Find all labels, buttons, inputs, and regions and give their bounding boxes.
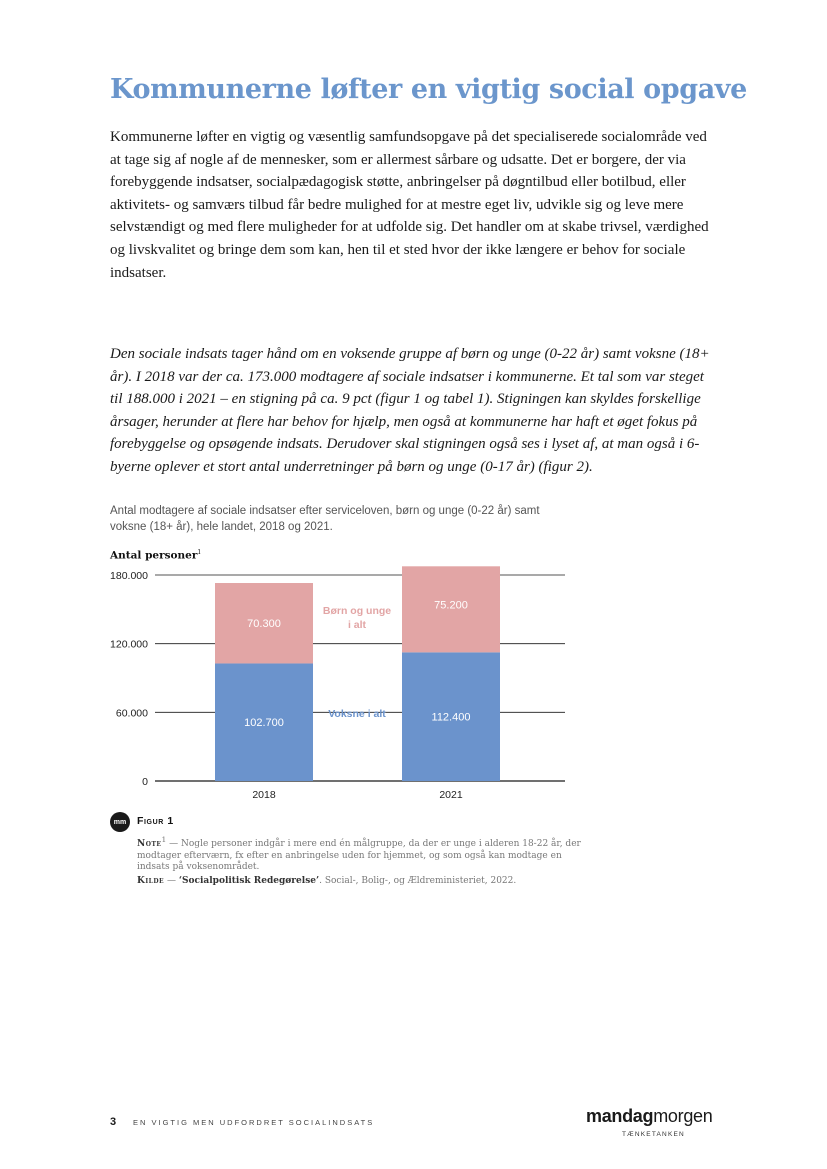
running-title: EN VIGTIG MEN UDFORDRET SOCIALINDSATS: [133, 1118, 375, 1127]
y-tick-label: 120.000: [110, 638, 148, 651]
figure-source: Kilde — ‘Socialpolitisk Redegørelse’. Social-, Bolig-, og Ældreministeriet, 2022.: [137, 876, 517, 886]
lead-paragraph: Den sociale indsats tager hånd om en voksende gruppe af børn og unge (0-22 år) samt voksne (18+ år). I 2018 var der ca. 173.000 modtagere af sociale indsatser i kommunerne. Et tal som var steget til 188.000 i 2021 – en stigning på ca. 9 pct (figur 1 og tabel 1). Stigningen kan skyldes forskellige årsager, herunder at flere har behov for hjælp, men også at kommunerne har haft et øget fokus på forebyggelse og opsøgende indsats. Derudover skal stigningen også ses i lyset af, at man også i 6-byerne oplever et stort antal underretninger på børn og unge (0-17 år) (figur 2).: [110, 346, 710, 475]
figure-caption: Antal modtagere af sociale indsatser efter serviceloven, børn og unge (0-22 år) samt voksne (18+ år), hele landet, 2018 og 2021.: [110, 505, 540, 533]
page-title: Kommunerne løfter en vigtig social opgave: [110, 74, 747, 105]
note-sup: 1: [161, 835, 167, 844]
intro-paragraph: Kommunerne løfter en vigtig og væsentlig samfundsopgave på det specialiserede socialområde ved at tage sig af nogle af de mennesker, som er allermest sårbare og udsatte. Det er borgere, der via forebyggende indsatser, socialpædagogisk støtte, anbringelser på døgntilbud eller botilbud, eller aktivitets- og samværs tilbud får bedre mulighed for at mestre eget liv, udvikle sig og leve mere selvstændigt og med flere muligheder for at udfolde sig. Det handler om at skabe trivsel, værdighed og livskvalitet og bringe dem som kan, hen til et sted hvor der ikke længere er behov for sociale indsatser.: [110, 129, 709, 281]
mandag-morgen-logo: mandagmorgen: [586, 1106, 713, 1126]
logo-subtitle: TÆNKETANKEN: [622, 1131, 685, 1138]
bar-value-label: 70.300: [247, 618, 281, 631]
figure-label: Figur 1: [137, 815, 174, 827]
bar-value-label: 75.200: [434, 599, 468, 612]
bar-value-label: 112.400: [431, 711, 471, 724]
mandag-morgen-badge-icon: mm: [110, 812, 130, 832]
series-label-adults: Voksne i alt: [328, 708, 386, 720]
bar-value-label: 102.700: [244, 717, 284, 730]
series-label-children-line2: i alt: [347, 619, 367, 631]
y-tick-label: 60.000: [115, 707, 148, 720]
x-tick-label: 2018: [252, 789, 276, 801]
note-key: Note: [137, 839, 162, 849]
source-title: ‘Socialpolitisk Redegørelse’: [178, 876, 320, 886]
figure-note: [137, 834, 597, 874]
source-key: Kilde: [137, 876, 165, 886]
note-text: — Nogle personer indgår i mere end én målgruppe, da der er unge i alderen 18-22 år, der modtager efterværn, fx efter en anbringelse uden for hjemmet, og som også kan modtage en indsats på voksenområdet.: [137, 839, 581, 872]
series-label-children: Børn og unge: [322, 605, 392, 617]
y-tick-label: 180.000: [110, 570, 148, 582]
source-rest: . Social-, Bolig-, og Ældreministeriet, 2022.: [319, 876, 517, 886]
y-axis-title: Antal personer$^1$: [110, 549, 202, 562]
page-number: 3: [110, 1116, 117, 1128]
y-tick-label: 0: [142, 776, 148, 788]
x-tick-label: 2021: [439, 789, 463, 801]
